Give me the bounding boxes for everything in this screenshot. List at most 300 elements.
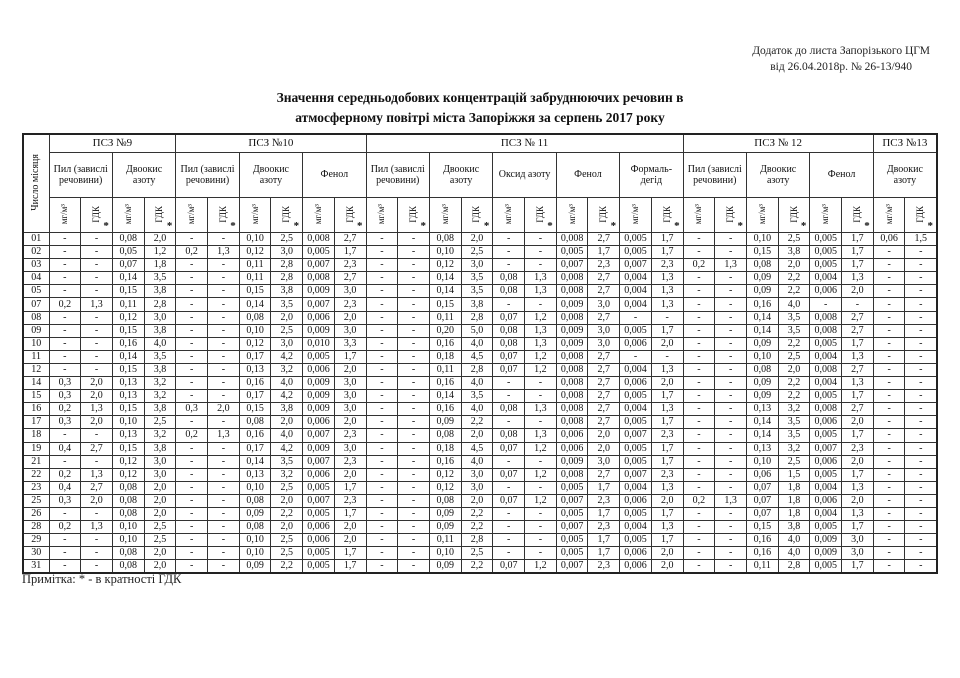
value-cell: 1,3 bbox=[525, 403, 557, 416]
value-cell: 1,7 bbox=[651, 233, 683, 246]
value-cell: 0,008 bbox=[556, 233, 588, 246]
value-cell: - bbox=[398, 442, 430, 455]
unit-mg-label: мг/м³ bbox=[376, 203, 387, 225]
value-cell: - bbox=[905, 311, 937, 324]
value-cell: 3,2 bbox=[144, 390, 176, 403]
value-cell: 0,008 bbox=[556, 468, 588, 481]
value-cell: - bbox=[176, 442, 208, 455]
value-cell: 0,006 bbox=[303, 468, 335, 481]
table-row bbox=[23, 468, 937, 481]
table-row bbox=[23, 246, 937, 259]
value-cell: 0,006 bbox=[620, 547, 652, 560]
unit-header-mg bbox=[620, 198, 652, 233]
value-cell: - bbox=[683, 285, 715, 298]
value-cell: - bbox=[873, 350, 905, 363]
value-cell: 0,10 bbox=[239, 547, 271, 560]
value-cell: - bbox=[176, 481, 208, 494]
value-cell: 3,0 bbox=[588, 455, 620, 468]
table-row bbox=[23, 481, 937, 494]
value-cell: 0,008 bbox=[556, 390, 588, 403]
value-cell: 3,8 bbox=[144, 442, 176, 455]
table-row bbox=[23, 311, 937, 324]
value-cell: - bbox=[683, 560, 715, 574]
value-cell: 2,5 bbox=[461, 246, 493, 259]
value-cell: 1,7 bbox=[334, 507, 366, 520]
value-cell: 3,5 bbox=[461, 285, 493, 298]
value-cell: 0,008 bbox=[556, 285, 588, 298]
value-cell: - bbox=[873, 534, 905, 547]
value-cell: 1,2 bbox=[525, 494, 557, 507]
value-cell: - bbox=[366, 337, 398, 350]
value-cell: - bbox=[398, 403, 430, 416]
concentration-table bbox=[22, 133, 938, 574]
value-cell: - bbox=[81, 337, 113, 350]
value-cell: 0,16 bbox=[429, 455, 461, 468]
value-cell: - bbox=[49, 363, 81, 376]
value-cell: - bbox=[493, 246, 525, 259]
value-cell: 2,7 bbox=[588, 468, 620, 481]
value-cell: 1,3 bbox=[81, 521, 113, 534]
station-header: ПСЗ №13 bbox=[873, 134, 937, 153]
value-cell: 0,009 bbox=[810, 534, 842, 547]
value-cell: - bbox=[208, 233, 240, 246]
value-cell: - bbox=[525, 521, 557, 534]
value-cell: 0,08 bbox=[112, 233, 144, 246]
value-cell: 0,10 bbox=[746, 350, 778, 363]
value-cell: 0,08 bbox=[239, 416, 271, 429]
value-cell: 3,8 bbox=[778, 521, 810, 534]
value-cell: - bbox=[873, 246, 905, 259]
value-cell: 0,008 bbox=[556, 363, 588, 376]
substance-header: Двоокис азоту bbox=[746, 153, 809, 198]
value-cell: 0,007 bbox=[303, 259, 335, 272]
value-cell: - bbox=[683, 481, 715, 494]
value-cell: - bbox=[715, 455, 747, 468]
value-cell: 0,2 bbox=[49, 298, 81, 311]
day-cell: 22 bbox=[23, 468, 49, 481]
value-cell: - bbox=[493, 298, 525, 311]
value-cell: 0,08 bbox=[429, 429, 461, 442]
value-cell: - bbox=[873, 390, 905, 403]
substance-header: Двоокис азоту bbox=[873, 153, 937, 198]
value-cell: 3,5 bbox=[144, 350, 176, 363]
value-cell: 1,2 bbox=[525, 442, 557, 455]
unit-header-gdk bbox=[461, 198, 493, 233]
value-cell: - bbox=[366, 285, 398, 298]
value-cell: 0,14 bbox=[239, 298, 271, 311]
value-cell: 0,09 bbox=[429, 560, 461, 574]
value-cell: - bbox=[683, 390, 715, 403]
value-cell: 0,007 bbox=[556, 494, 588, 507]
value-cell: 0,08 bbox=[493, 285, 525, 298]
value-cell: 0,005 bbox=[620, 442, 652, 455]
table-row bbox=[23, 534, 937, 547]
value-cell: 3,8 bbox=[144, 363, 176, 376]
value-cell: - bbox=[398, 350, 430, 363]
value-cell: - bbox=[398, 259, 430, 272]
value-cell: - bbox=[208, 272, 240, 285]
day-cell: 11 bbox=[23, 350, 49, 363]
value-cell: - bbox=[683, 298, 715, 311]
value-cell: - bbox=[683, 246, 715, 259]
unit-header-gdk bbox=[334, 198, 366, 233]
value-cell: - bbox=[683, 534, 715, 547]
value-cell: 0,006 bbox=[810, 416, 842, 429]
value-cell: - bbox=[49, 534, 81, 547]
value-cell: 3,5 bbox=[271, 455, 303, 468]
value-cell: - bbox=[81, 507, 113, 520]
value-cell: 0,2 bbox=[683, 494, 715, 507]
value-cell: - bbox=[905, 285, 937, 298]
value-cell: 2,0 bbox=[651, 337, 683, 350]
unit-header-mg bbox=[810, 198, 842, 233]
value-cell: 2,7 bbox=[81, 442, 113, 455]
value-cell: 0,08 bbox=[239, 521, 271, 534]
value-cell: - bbox=[873, 416, 905, 429]
value-cell: 4,2 bbox=[271, 442, 303, 455]
value-cell: 3,8 bbox=[144, 285, 176, 298]
value-cell: 2,2 bbox=[271, 560, 303, 574]
gdk-asterisk: * bbox=[610, 220, 617, 232]
value-cell: 2,0 bbox=[461, 429, 493, 442]
value-cell: 0,15 bbox=[429, 298, 461, 311]
value-cell: 0,14 bbox=[112, 350, 144, 363]
value-cell: - bbox=[493, 455, 525, 468]
value-cell: - bbox=[905, 468, 937, 481]
value-cell: 1,2 bbox=[525, 468, 557, 481]
value-cell: 0,07 bbox=[746, 481, 778, 494]
page-title-line1: Значення середньодобових концентрацій забруднюючих речовин в bbox=[276, 90, 684, 105]
value-cell: 1,2 bbox=[144, 246, 176, 259]
gdk-asterisk: * bbox=[103, 220, 109, 232]
value-cell: 0,09 bbox=[746, 377, 778, 390]
value-cell: 0,006 bbox=[810, 455, 842, 468]
unit-header-mg bbox=[683, 198, 715, 233]
value-cell: 0,005 bbox=[303, 246, 335, 259]
table-row bbox=[23, 233, 937, 246]
value-cell: 0,005 bbox=[620, 507, 652, 520]
value-cell: 2,5 bbox=[271, 481, 303, 494]
value-cell: - bbox=[49, 259, 81, 272]
value-cell: 0,006 bbox=[303, 416, 335, 429]
value-cell: 0,007 bbox=[556, 521, 588, 534]
value-cell: 0,005 bbox=[810, 337, 842, 350]
value-cell: 4,0 bbox=[778, 534, 810, 547]
value-cell: - bbox=[525, 233, 557, 246]
value-cell: 1,7 bbox=[842, 560, 874, 574]
value-cell: 0,13 bbox=[746, 442, 778, 455]
value-cell: - bbox=[873, 442, 905, 455]
value-cell: 0,15 bbox=[112, 285, 144, 298]
value-cell: - bbox=[683, 233, 715, 246]
value-cell: - bbox=[651, 311, 683, 324]
value-cell: - bbox=[873, 547, 905, 560]
substance-header: Фенол bbox=[303, 153, 366, 198]
value-cell: - bbox=[905, 534, 937, 547]
value-cell: 0,13 bbox=[239, 363, 271, 376]
value-cell: - bbox=[873, 377, 905, 390]
value-cell: 1,8 bbox=[778, 507, 810, 520]
value-cell: - bbox=[208, 350, 240, 363]
value-cell: 1,7 bbox=[334, 560, 366, 574]
value-cell: 0,005 bbox=[556, 246, 588, 259]
day-cell: 25 bbox=[23, 494, 49, 507]
value-cell: - bbox=[525, 534, 557, 547]
substance-header: Двоокис азоту bbox=[112, 153, 175, 198]
value-cell: 0,14 bbox=[746, 324, 778, 337]
value-cell: - bbox=[905, 390, 937, 403]
value-cell: 1,3 bbox=[208, 246, 240, 259]
value-cell: - bbox=[398, 547, 430, 560]
unit-mg-label: мг/м³ bbox=[312, 203, 323, 225]
value-cell: 0,008 bbox=[556, 377, 588, 390]
unit-mg-label: мг/м³ bbox=[693, 203, 704, 225]
value-cell: - bbox=[683, 311, 715, 324]
value-cell: - bbox=[49, 507, 81, 520]
value-cell: 0,16 bbox=[239, 429, 271, 442]
value-cell: - bbox=[208, 494, 240, 507]
value-cell: 0,004 bbox=[620, 481, 652, 494]
value-cell: 1,2 bbox=[525, 311, 557, 324]
value-cell: 1,8 bbox=[778, 494, 810, 507]
day-cell: 02 bbox=[23, 246, 49, 259]
substance-header: Пил (завислі речовини) bbox=[366, 153, 429, 198]
value-cell: 1,7 bbox=[334, 481, 366, 494]
day-cell: 26 bbox=[23, 507, 49, 520]
value-cell: - bbox=[873, 337, 905, 350]
value-cell: 1,7 bbox=[588, 507, 620, 520]
value-cell: 3,0 bbox=[588, 324, 620, 337]
value-cell: - bbox=[398, 311, 430, 324]
value-cell: 0,11 bbox=[429, 363, 461, 376]
value-cell: 0,006 bbox=[303, 363, 335, 376]
value-cell: - bbox=[905, 521, 937, 534]
value-cell: 0,09 bbox=[746, 272, 778, 285]
table-row bbox=[23, 324, 937, 337]
value-cell: - bbox=[873, 494, 905, 507]
value-cell: - bbox=[525, 416, 557, 429]
value-cell: 0,08 bbox=[746, 259, 778, 272]
value-cell: 0,09 bbox=[429, 416, 461, 429]
value-cell: 2,5 bbox=[778, 233, 810, 246]
table-row bbox=[23, 507, 937, 520]
value-cell: 2,0 bbox=[842, 494, 874, 507]
value-cell: - bbox=[905, 298, 937, 311]
value-cell: 2,0 bbox=[334, 534, 366, 547]
value-cell: 4,0 bbox=[461, 337, 493, 350]
value-cell: 2,7 bbox=[842, 403, 874, 416]
value-cell: - bbox=[525, 547, 557, 560]
gdk-asterisk: * bbox=[357, 220, 363, 232]
value-cell: 2,7 bbox=[81, 481, 113, 494]
value-cell: - bbox=[620, 311, 652, 324]
value-cell: - bbox=[715, 285, 747, 298]
value-cell: 0,005 bbox=[810, 246, 842, 259]
unit-gdk-label: ГДК bbox=[344, 205, 355, 223]
value-cell: 0,08 bbox=[746, 363, 778, 376]
value-cell: - bbox=[398, 494, 430, 507]
value-cell: 0,10 bbox=[239, 324, 271, 337]
value-cell: 4,2 bbox=[271, 390, 303, 403]
value-cell: 3,0 bbox=[144, 468, 176, 481]
value-cell: - bbox=[525, 298, 557, 311]
value-cell: - bbox=[493, 259, 525, 272]
value-cell: 2,7 bbox=[842, 363, 874, 376]
value-cell: - bbox=[683, 442, 715, 455]
value-cell: - bbox=[366, 442, 398, 455]
value-cell: 0,006 bbox=[556, 429, 588, 442]
value-cell: - bbox=[49, 246, 81, 259]
value-cell: 3,5 bbox=[271, 298, 303, 311]
value-cell: - bbox=[810, 298, 842, 311]
value-cell: 3,8 bbox=[144, 324, 176, 337]
value-cell: 2,2 bbox=[778, 390, 810, 403]
unit-mg-label: мг/м³ bbox=[249, 203, 260, 225]
value-cell: 2,2 bbox=[461, 507, 493, 520]
value-cell: 1,7 bbox=[588, 534, 620, 547]
value-cell: - bbox=[398, 246, 430, 259]
day-cell: 04 bbox=[23, 272, 49, 285]
value-cell: - bbox=[715, 442, 747, 455]
value-cell: 3,0 bbox=[144, 311, 176, 324]
value-cell: 4,5 bbox=[461, 350, 493, 363]
value-cell: 0,12 bbox=[429, 259, 461, 272]
value-cell: 2,2 bbox=[271, 507, 303, 520]
unit-mg-label: мг/м³ bbox=[756, 203, 767, 225]
value-cell: - bbox=[683, 363, 715, 376]
value-cell: - bbox=[715, 429, 747, 442]
value-cell: 2,7 bbox=[588, 363, 620, 376]
value-cell: 2,5 bbox=[271, 324, 303, 337]
value-cell: - bbox=[208, 468, 240, 481]
value-cell: - bbox=[208, 377, 240, 390]
value-cell: 0,12 bbox=[429, 481, 461, 494]
value-cell: 2,3 bbox=[334, 455, 366, 468]
value-cell: 1,7 bbox=[842, 429, 874, 442]
value-cell: 2,3 bbox=[651, 468, 683, 481]
value-cell: 2,7 bbox=[588, 350, 620, 363]
value-cell: 2,0 bbox=[842, 455, 874, 468]
day-cell: 07 bbox=[23, 298, 49, 311]
value-cell: - bbox=[81, 311, 113, 324]
value-cell: 0,006 bbox=[620, 337, 652, 350]
value-cell: 3,2 bbox=[271, 468, 303, 481]
value-cell: - bbox=[715, 350, 747, 363]
value-cell: 2,5 bbox=[271, 233, 303, 246]
value-cell: 0,07 bbox=[493, 560, 525, 574]
substance-header: Двоокис азоту bbox=[429, 153, 492, 198]
letterhead bbox=[752, 44, 930, 75]
value-cell: 1,3 bbox=[651, 363, 683, 376]
value-cell: 0,20 bbox=[429, 324, 461, 337]
value-cell: - bbox=[683, 429, 715, 442]
table-row bbox=[23, 298, 937, 311]
value-cell: - bbox=[176, 494, 208, 507]
value-cell: 2,0 bbox=[334, 311, 366, 324]
value-cell: 3,0 bbox=[334, 403, 366, 416]
value-cell: 1,7 bbox=[588, 481, 620, 494]
value-cell: 1,3 bbox=[651, 285, 683, 298]
value-cell: 0,009 bbox=[303, 324, 335, 337]
value-cell: 1,7 bbox=[334, 350, 366, 363]
value-cell: 4,5 bbox=[461, 442, 493, 455]
value-cell: 0,004 bbox=[620, 403, 652, 416]
value-cell: - bbox=[873, 507, 905, 520]
day-cell: 30 bbox=[23, 547, 49, 560]
value-cell: 1,3 bbox=[525, 272, 557, 285]
value-cell: 0,006 bbox=[556, 442, 588, 455]
value-cell: 1,7 bbox=[651, 324, 683, 337]
value-cell: - bbox=[873, 521, 905, 534]
value-cell: - bbox=[398, 337, 430, 350]
unit-gdk-label: ГДК bbox=[598, 205, 609, 223]
value-cell: 2,5 bbox=[144, 534, 176, 547]
value-cell: - bbox=[398, 233, 430, 246]
value-cell: - bbox=[715, 507, 747, 520]
value-cell: 0,009 bbox=[303, 390, 335, 403]
value-cell: 1,7 bbox=[334, 246, 366, 259]
value-cell: - bbox=[905, 363, 937, 376]
value-cell: 0,3 bbox=[49, 494, 81, 507]
value-cell: - bbox=[905, 429, 937, 442]
value-cell: 1,7 bbox=[651, 534, 683, 547]
value-cell: - bbox=[683, 507, 715, 520]
table-row bbox=[23, 442, 937, 455]
value-cell: - bbox=[493, 521, 525, 534]
value-cell: 2,5 bbox=[271, 547, 303, 560]
value-cell: 2,0 bbox=[778, 363, 810, 376]
value-cell: 0,006 bbox=[303, 534, 335, 547]
value-cell: - bbox=[873, 403, 905, 416]
value-cell: - bbox=[525, 481, 557, 494]
table-row bbox=[23, 285, 937, 298]
table-row bbox=[23, 494, 937, 507]
value-cell: 0,07 bbox=[493, 494, 525, 507]
value-cell: 1,7 bbox=[842, 233, 874, 246]
value-cell: - bbox=[398, 363, 430, 376]
value-cell: 4,2 bbox=[271, 350, 303, 363]
value-cell: 0,15 bbox=[112, 324, 144, 337]
table-row bbox=[23, 272, 937, 285]
value-cell: 2,7 bbox=[588, 285, 620, 298]
value-cell: 3,5 bbox=[778, 416, 810, 429]
value-cell: 0,17 bbox=[239, 350, 271, 363]
value-cell: 3,0 bbox=[334, 390, 366, 403]
value-cell: 1,7 bbox=[651, 390, 683, 403]
value-cell: 0,09 bbox=[429, 521, 461, 534]
unit-header-gdk bbox=[778, 198, 810, 233]
value-cell: 3,8 bbox=[778, 246, 810, 259]
value-cell: 2,7 bbox=[588, 272, 620, 285]
value-cell: 0,07 bbox=[112, 259, 144, 272]
value-cell: 3,0 bbox=[271, 246, 303, 259]
table-row bbox=[23, 547, 937, 560]
value-cell: 0,007 bbox=[556, 560, 588, 574]
value-cell: 0,15 bbox=[746, 521, 778, 534]
value-cell: - bbox=[366, 521, 398, 534]
value-cell: - bbox=[208, 521, 240, 534]
value-cell: 0,4 bbox=[49, 442, 81, 455]
value-cell: 0,009 bbox=[303, 442, 335, 455]
value-cell: 3,2 bbox=[144, 377, 176, 390]
value-cell: 0,004 bbox=[810, 350, 842, 363]
value-cell: 3,0 bbox=[461, 481, 493, 494]
value-cell: - bbox=[873, 429, 905, 442]
unit-gdk-label: ГДК bbox=[661, 205, 672, 223]
value-cell: - bbox=[651, 350, 683, 363]
substance-header: Пил (завислі речовини) bbox=[49, 153, 112, 198]
unit-header-mg bbox=[366, 198, 398, 233]
